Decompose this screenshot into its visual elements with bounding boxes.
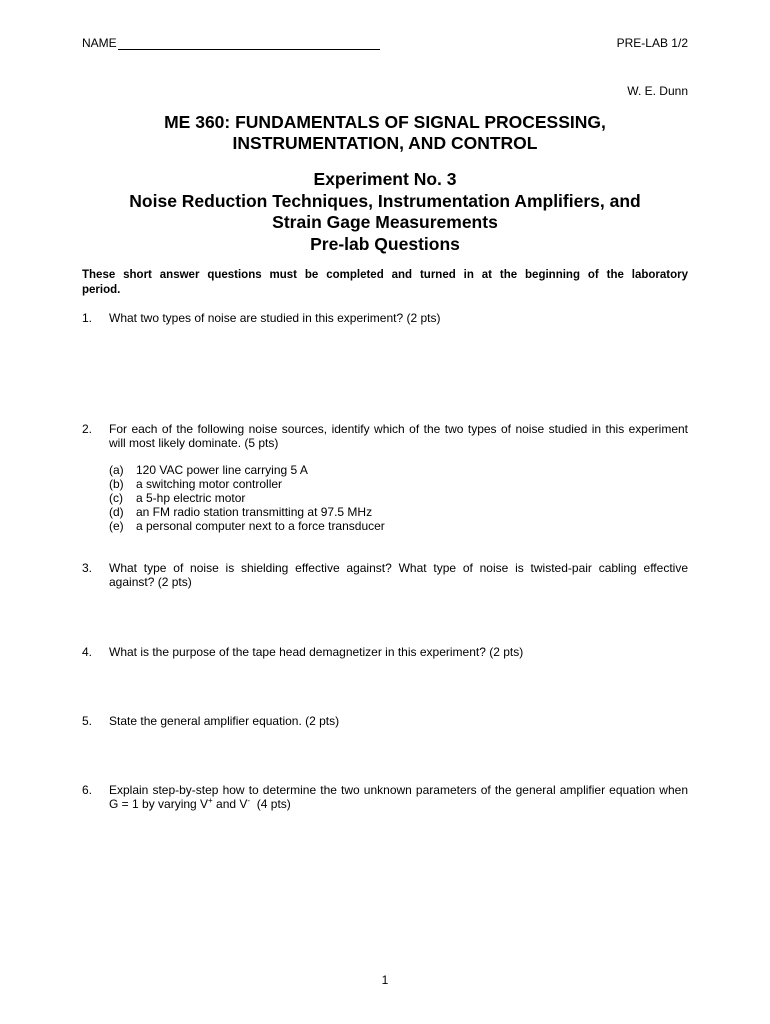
- question-line: Explain step-by-step how to determine the two unknown parameters of the general amplifier equation when: [109, 783, 688, 797]
- page-number: 1: [381, 973, 389, 987]
- list-item-letter: (e): [109, 519, 124, 533]
- experiment-number: Experiment No. 3: [313, 169, 457, 189]
- question-number: 4.: [82, 645, 93, 659]
- superscript-minus: -: [247, 796, 251, 805]
- question-number: 5.: [82, 714, 93, 728]
- list-item-text: 120 VAC power line carrying 5 A: [136, 463, 308, 477]
- question-text: [109, 714, 688, 728]
- course-title-line-1: ME 360: FUNDAMENTALS OF SIGNAL PROCESSING,: [164, 112, 606, 132]
- list-item-letter: (a): [109, 463, 124, 477]
- question-line: What two types of noise are studied in this experiment? (2 pts): [109, 311, 441, 325]
- experiment-subtitle: Pre-lab Questions: [310, 233, 460, 254]
- instructions-line-2: period.: [82, 284, 121, 296]
- list-item-text: a 5-hp electric motor: [136, 491, 246, 505]
- points-text: (4 pts): [250, 797, 291, 811]
- page-id: PRE-LAB 1/2: [616, 36, 688, 50]
- list-item-letter: (d): [109, 505, 124, 519]
- experiment-heading: [0, 169, 770, 255]
- name-blank-line[interactable]: [118, 37, 380, 50]
- course-title: [0, 112, 770, 154]
- question-line: What is the purpose of the tape head demagnetizer in this experiment? (2 pts): [109, 645, 524, 659]
- experiment-title-line-1: Noise Reduction Techniques, Instrumentation Amplifiers, and: [129, 190, 641, 211]
- instructions: [82, 268, 688, 298]
- question-line: What type of noise is shielding effective against? What type of noise is twisted-pair cabling effective: [109, 561, 688, 575]
- name-field[interactable]: [82, 36, 380, 50]
- equation-text: and V: [212, 797, 248, 811]
- question-number: 6.: [82, 783, 93, 797]
- list-item-letter: (c): [109, 491, 123, 505]
- superscript-plus: +: [208, 796, 213, 805]
- question-line: State the general amplifier equation. (2 pts): [109, 714, 340, 728]
- question-number: 1.: [82, 311, 93, 325]
- equation-text: G = 1 by varying V: [109, 797, 209, 811]
- experiment-title-line-2: Strain Gage Measurements: [272, 212, 498, 232]
- list-item-text: an FM radio station transmitting at 97.5 MHz: [136, 505, 373, 519]
- question-text: [109, 783, 688, 811]
- page-header: [82, 36, 688, 52]
- question-text: [109, 422, 688, 450]
- question-number: 3.: [82, 561, 93, 575]
- question-line: For each of the following noise sources, identify which of the two types of noise studied in this experiment: [109, 422, 688, 436]
- list-item-letter: (b): [109, 477, 124, 491]
- question-text: [109, 311, 688, 325]
- instructions-line-1: These short answer questions must be completed and turned in at the beginning of the laboratory: [82, 269, 688, 281]
- question-text: [109, 561, 688, 589]
- list-item-text: a switching motor controller: [136, 477, 283, 491]
- question-line: will most likely dominate. (5 pts): [109, 436, 279, 450]
- list-item-text: a personal computer next to a force transducer: [136, 519, 385, 533]
- question-number: 2.: [82, 422, 93, 436]
- author: W. E. Dunn: [627, 84, 688, 98]
- question-line: [109, 797, 688, 811]
- question-text: [109, 645, 688, 659]
- name-label: NAME: [82, 36, 117, 50]
- question-line: against? (2 pts): [109, 575, 192, 589]
- course-title-line-2: INSTRUMENTATION, AND CONTROL: [232, 133, 538, 153]
